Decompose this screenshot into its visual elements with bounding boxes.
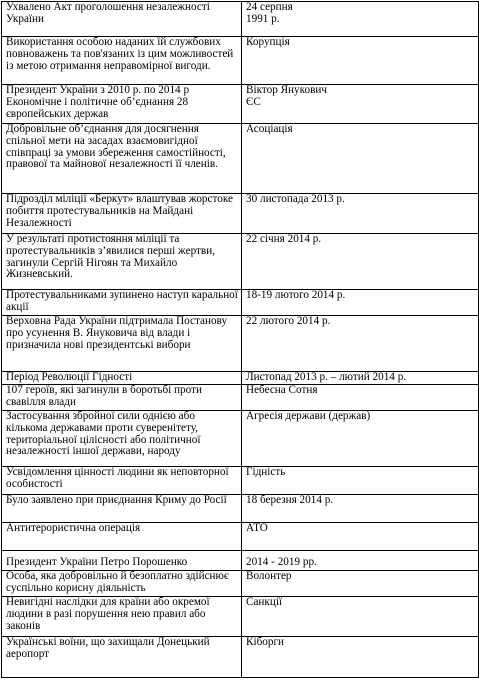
answer-cell: Небесна Сотня: [242, 385, 479, 411]
answer-cell: АТО: [242, 523, 479, 551]
table-row: [2, 194, 479, 234]
table-row: [2, 316, 479, 372]
question-cell: Ухвалено Акт проголошення незалежності України: [2, 2, 242, 37]
answer-cell: Агресія держави (держав): [242, 411, 479, 467]
table-row: [2, 2, 479, 37]
table-row: [2, 234, 479, 290]
table-row: [2, 37, 479, 85]
answer-cell: Волонтер: [242, 571, 479, 597]
answer-cell: Асоціація: [242, 124, 479, 194]
question-cell: Президент України з 2010 р. по 2014 р Економічне і політичне об’єднання 28 європейських держав: [2, 85, 242, 124]
question-cell: Протестувальниками зупинено наступ каральної акції: [2, 290, 242, 316]
table-row: [2, 290, 479, 316]
answer-cell: 30 листопада 2013 р.: [242, 194, 479, 234]
answer-cell: 2014 - 2019 рр.: [242, 551, 479, 571]
question-cell: Верховна Рада України підтримала Постанову про усунення В. Януковича від влади і призначила нові президентські вибори: [2, 316, 242, 372]
question-cell: У результаті протистояння міліції та протестувальників з’явилися перші жертви, загинули Сергій Нігоян та Михайло Жизневський.: [2, 234, 242, 290]
answer-cell: Листопад 2013 р. – лютий 2014 р.: [242, 372, 479, 385]
question-cell: Добровільне об’єднання для досягнення спільної мети на засадах взаємовигідної співпраці за умови збереження самостійності, правової та майнової незалежності її членів.: [2, 124, 242, 194]
table-row: [2, 551, 479, 571]
table-row: [2, 523, 479, 551]
table-row: [2, 124, 479, 194]
table-row: [2, 495, 479, 523]
table-row: [2, 597, 479, 637]
answer-cell: 24 серпня 1991 р.: [242, 2, 479, 37]
question-cell: Українські воїни, що захищали Донецький аеропорт: [2, 637, 242, 678]
question-cell: Підрозділ міліції «Беркут» влаштував жорстоке побиття протестувальників на Майдані Незалежності: [2, 194, 242, 234]
question-cell: Було заявлено при приєднання Криму до Росії: [2, 495, 242, 523]
terms-table: [1, 1, 479, 678]
question-cell: Антитерористична операція: [2, 523, 242, 551]
question-cell: Використання особою наданих їй службових повноважень та пов'язаних із цим можливостей із метою отримання неправомірної вигоди.: [2, 37, 242, 85]
question-cell: Президент України Петро Порошенко: [2, 551, 242, 571]
question-cell: Особа, яка добровільно й безоплатно здійснює суспільно корисну діяльність: [2, 571, 242, 597]
question-cell: 107 героїв, які загинули в боротьбі проти свавілля влади: [2, 385, 242, 411]
question-cell: Невигідні наслідки для країни або окремої людини в разі порушення нею правил або законів: [2, 597, 242, 637]
answer-cell: Гідність: [242, 467, 479, 495]
answer-cell: 18-19 лютого 2014 р.: [242, 290, 479, 316]
question-cell: Застосування збройної сили однією або кількома державами проти суверенітету, територіальної цілісності або політичної незалежності іншої держави, народу: [2, 411, 242, 467]
table-row: [2, 385, 479, 411]
table-row: [2, 467, 479, 495]
table-row: [2, 372, 479, 385]
answer-cell: Санкції: [242, 597, 479, 637]
table-row: [2, 571, 479, 597]
answer-cell: 22 лютого 2014 р.: [242, 316, 479, 372]
answer-cell: 18 березня 2014 р.: [242, 495, 479, 523]
question-cell: Період Революції Гідності: [2, 372, 242, 385]
answer-cell: Віктор Янукович ЄС: [242, 85, 479, 124]
table-row: [2, 85, 479, 124]
answer-cell: 22 січня 2014 р.: [242, 234, 479, 290]
question-cell: Усвідомлення цінності людини як неповторної особистості: [2, 467, 242, 495]
table-row: [2, 637, 479, 678]
answer-cell: Корупція: [242, 37, 479, 85]
answer-cell: Кіборги: [242, 637, 479, 678]
table-row: [2, 411, 479, 467]
